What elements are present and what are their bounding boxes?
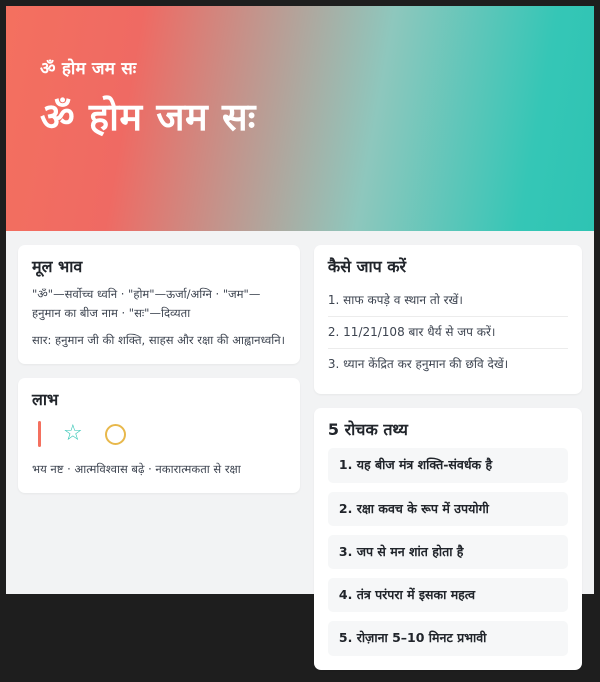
circle-icon (105, 424, 126, 445)
list-item: 3. जप से मन शांत होता है (328, 535, 568, 569)
chant-steps-list (328, 285, 568, 380)
list-item: 1. साफ कपड़े व स्थान तो रखें। (328, 285, 568, 317)
facts-card-title: 5 रोचक तथ्य (327, 420, 408, 440)
benefits-card-title: लाभ (32, 390, 59, 410)
benefits-text: भय नष्ट · आत्मविश्वास बढ़े · नकारात्मकता से रक्षा (32, 462, 241, 477)
essence-line-1: "ॐ"—सर्वोच्च ध्वनि · "होम"—ऊर्जा/अग्नि · "जम"—हनुमान का बीज नाम · "सः"—दिव्यता (32, 287, 261, 320)
poster-page (6, 6, 594, 646)
benefits-card (18, 378, 300, 492)
list-item: 3. ध्यान केंद्रित कर हनुमान की छवि देखें। (327, 357, 509, 372)
list-item: 5. रोज़ाना 5–10 मिनट प्रभावी (328, 621, 568, 655)
bar-icon (38, 421, 41, 447)
benefits-icon-row (38, 419, 286, 449)
star-icon: ☆ (63, 421, 83, 447)
list-item: 2. रक्षा कवच के रूप में उपयोगी (328, 492, 568, 526)
how-to-chant-card-title: कैसे जाप करें (327, 257, 407, 276)
essence-card (18, 245, 300, 364)
left-column (18, 245, 300, 493)
essence-line-2: सार: हनुमान जी की शक्ति, साहस और रक्षा की आह्वानध्वनि। (32, 333, 286, 348)
facts-card (314, 408, 582, 669)
content-grid (6, 231, 594, 682)
hero-title: ॐ होम जम सः (40, 95, 256, 140)
essence-card-title: मूल भाव (32, 257, 83, 276)
list-item: 4. तंत्र परंपरा में इसका महत्व (328, 578, 568, 612)
list-item: 1. यह बीज मंत्र शक्ति-संवर्धक है (328, 448, 568, 482)
hero-banner (6, 6, 594, 231)
how-to-chant-card (314, 245, 582, 394)
list-item: 2. 11/21/108 बार धैर्य से जप करें। (328, 317, 568, 349)
right-column (314, 245, 582, 670)
hero-subtitle: ॐ होम जम सः (40, 59, 137, 79)
facts-list (328, 448, 568, 655)
